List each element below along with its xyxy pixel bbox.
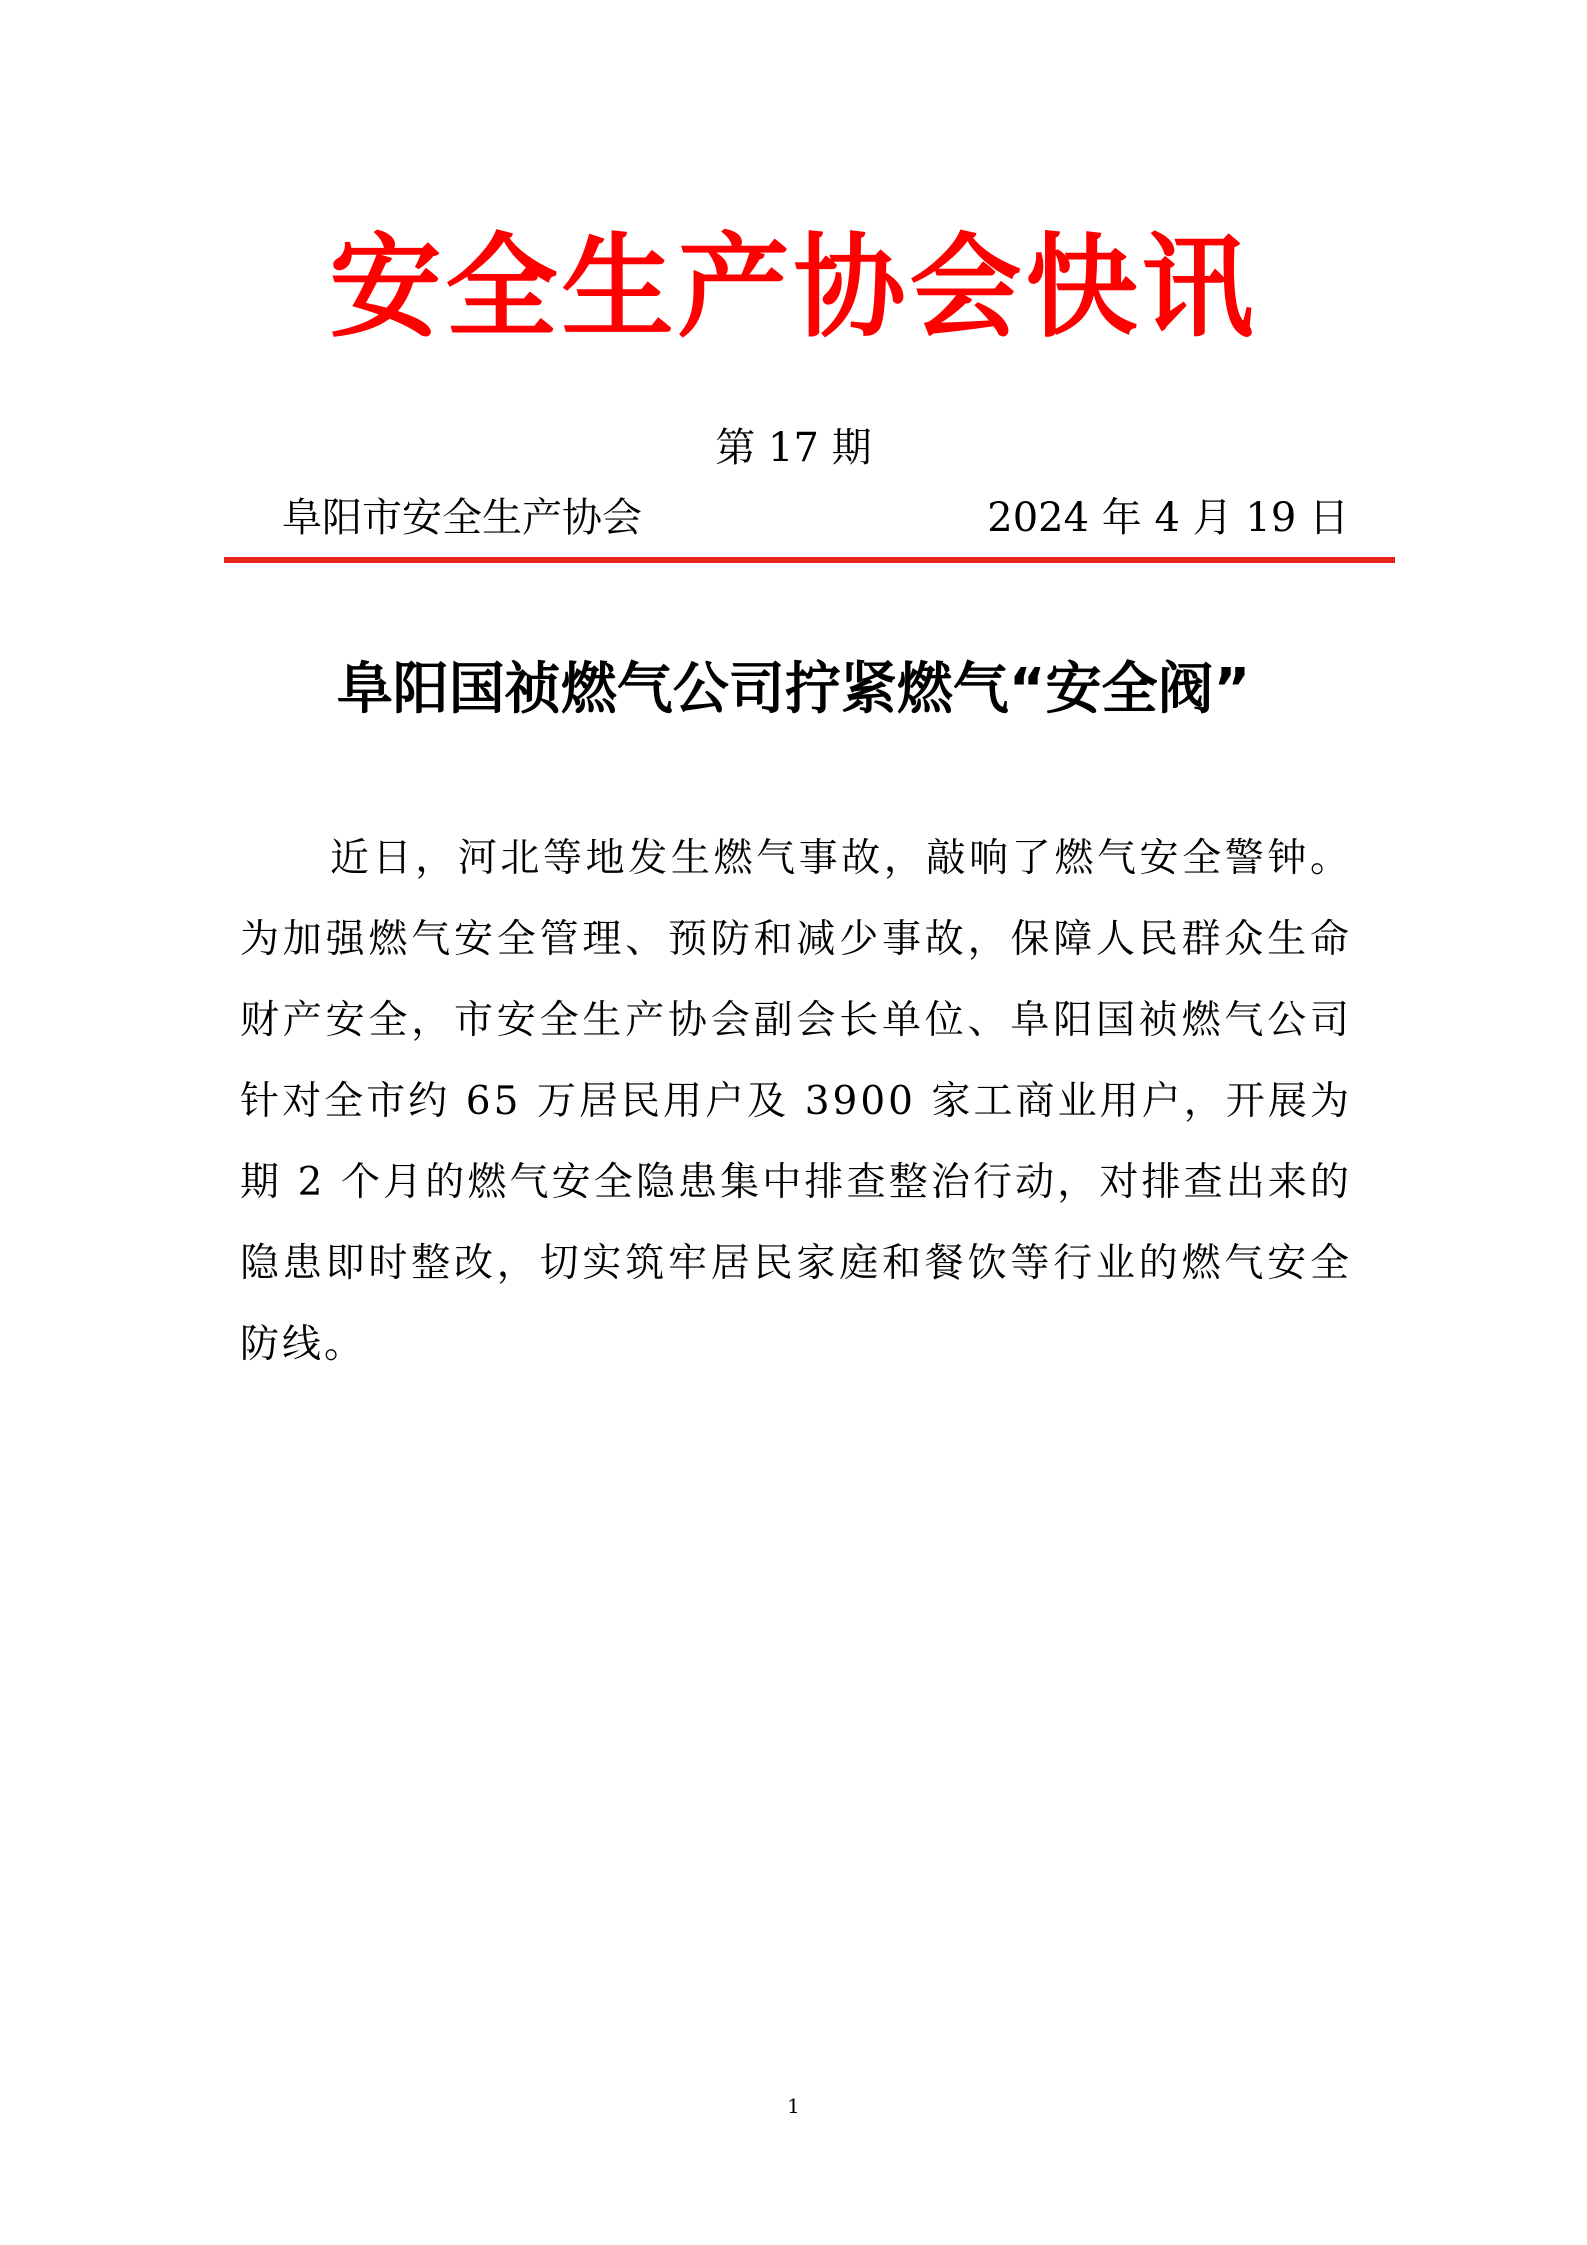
page-number: 1: [787, 2094, 800, 2118]
article-headline: 阜阳国祯燃气公司拧紧燃气“安全阀”: [336, 657, 1251, 722]
red-divider-line: [224, 557, 1395, 563]
issuing-organization: 阜阳市安全生产协会: [282, 495, 642, 541]
issue-number: 第 17 期: [715, 425, 872, 471]
masthead-title: 安全生产协会快讯: [329, 222, 1258, 353]
article-paragraph: 近日，河北等地发生燃气事故，敲响了燃气安全警钟。为加强燃气安全管理、预防和减少事故，保障人民群众生命财产安全，市安全生产协会副会长单位、阜阳国祯燃气公司针对全市约 65 万居民用户及 3900 家工商业用户，开展为期 2 个月的燃气安全隐患集中排查整治行动，对排查出来的隐患即时整改，切实筑牢居民家庭和餐饮等行业的燃气安全防线。: [240, 836, 1352, 1367]
issue-date: 2024 年 4 月 19 日: [987, 495, 1349, 541]
